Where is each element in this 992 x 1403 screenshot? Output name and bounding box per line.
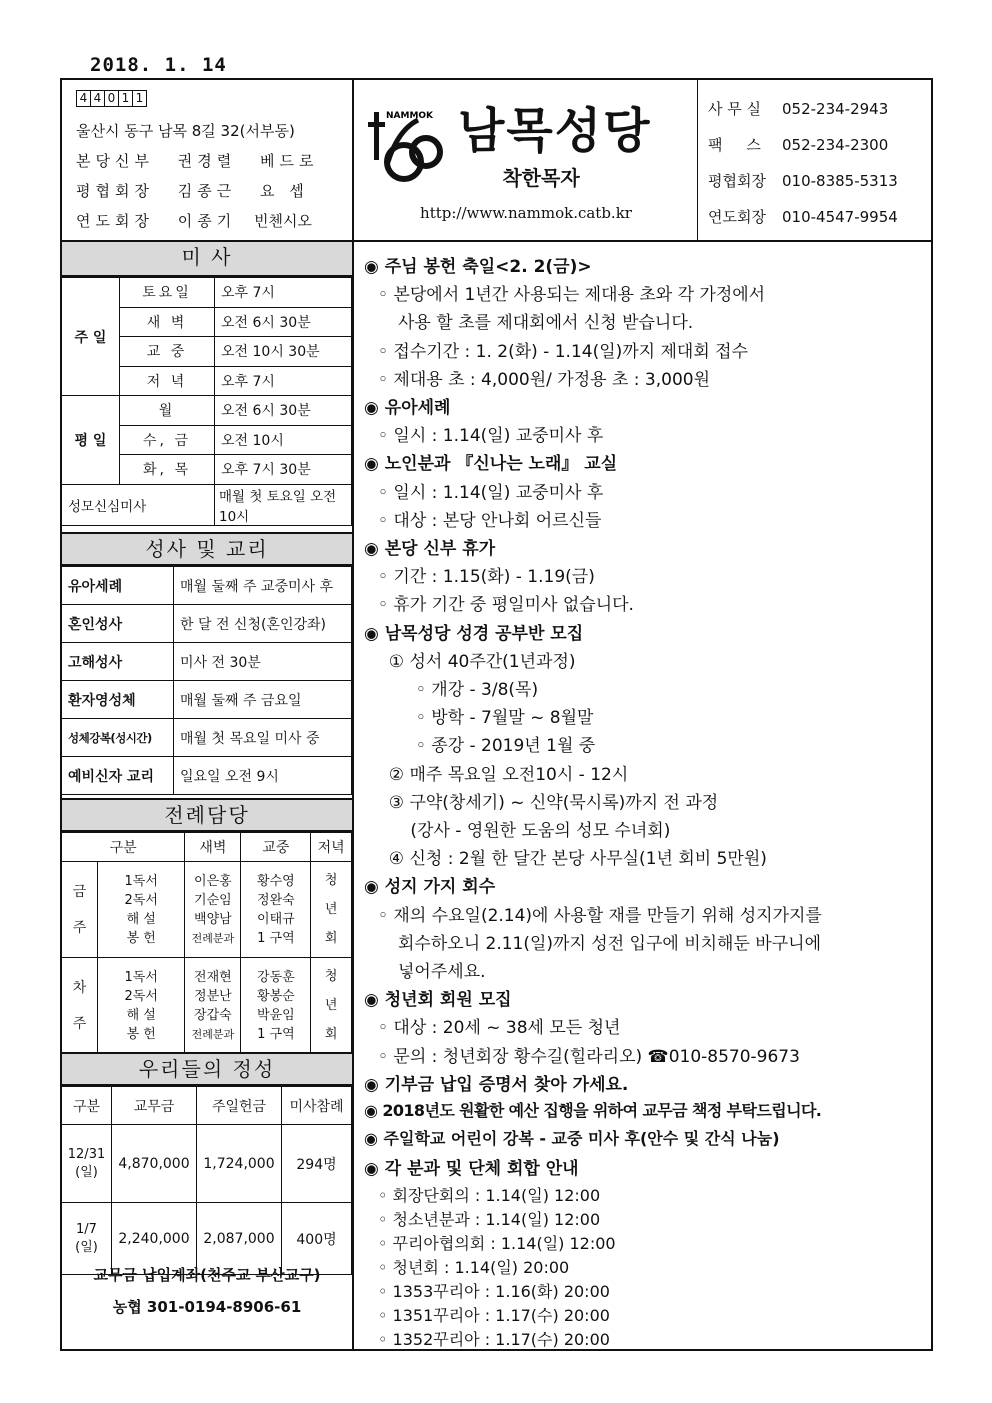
liturgy-title: 전례담당 (62, 798, 352, 832)
contact-label: 연도회장 (708, 208, 766, 226)
parish-info (62, 80, 354, 240)
mass-label: 성모신심미사 (62, 484, 215, 525)
staff-role: 본당신부 (76, 152, 154, 170)
masthead (354, 80, 698, 240)
column-header: 주일헌금 (197, 1087, 282, 1125)
column-header: 구분 (62, 833, 185, 862)
address: 울산시 동구 남목 8길 32(서부동) (76, 122, 295, 140)
sacraments-title: 성사 및 교리 (62, 532, 352, 566)
column-header: 교무금 (112, 1087, 197, 1125)
bulletin-date: 2018. 1. 14 (90, 54, 227, 76)
mass-time: 오전 6시 30분 (215, 307, 352, 337)
notice-heading: ◉ 각 분과 및 단체 회합 안내 (364, 1159, 579, 1180)
notice-line: 넣어주세요. (398, 962, 486, 982)
notice-heading: ◉ 남목성당 성경 공부반 모집 (364, 623, 584, 644)
notice-heading: ◉ 주일학교 어린이 강복 - 교중 미사 후(안수 및 간식 나눔) (364, 1129, 780, 1149)
church-name: 남목성당 (458, 103, 652, 159)
notice-heading: ◉ 기부금 납입 증명서 찾아 가세요. (364, 1074, 629, 1095)
sacrament-name: 성체강복(성시간) (62, 719, 174, 757)
offerings-title: 우리들의 정성 (62, 1052, 352, 1086)
notice-line: ◦ 종강 - 2019년 1월 중 (378, 736, 596, 757)
evening-servers: 청 년 회 (311, 862, 352, 958)
mass-title: 미 사 (62, 242, 352, 277)
table-row (62, 1125, 352, 1203)
mass-time: 오후 7시 (215, 278, 352, 308)
sacrament-value: 매월 첫 목요일 미사 중 (174, 719, 352, 757)
mass-time: 오전 10시 30분 (215, 337, 352, 367)
liturgy-roles: 1독서 2독서 해 설 봉 헌 (98, 958, 185, 1054)
notice-line: ◦ 청소년분과 : 1.14(일) 12:00 (378, 1209, 601, 1229)
column-header: 교중 (241, 833, 311, 862)
motto: 착한목자 (502, 166, 580, 190)
staff-baptismal: 빈첸시오 (254, 212, 312, 230)
notice-line: 회수하오니 2.11(일)까지 성전 입구에 비치해둔 바구니에 (398, 933, 821, 954)
notice-line: ① 성서 40주간(1년과정) (378, 651, 576, 672)
sacrament-name: 유아세례 (62, 567, 174, 605)
zip-digit: 1 (132, 90, 147, 107)
left-column (62, 242, 354, 1351)
dawn-servers: 전재현 정분난 장갑숙 전례분과 (185, 958, 241, 1054)
column-header: 구분 (62, 1087, 112, 1125)
main-servers: 강동훈 황봉순 박윤임 1 구역 (241, 958, 311, 1054)
notice-line: ◦ 청년회 : 1.14(일) 20:00 (378, 1257, 570, 1277)
staff-baptismal: 베드로 (260, 152, 319, 170)
column-header: 새벽 (185, 833, 241, 862)
contact-office (708, 98, 888, 119)
sacrament-value: 미사 전 30분 (174, 643, 352, 681)
offering-attendance: 294명 (282, 1125, 352, 1203)
mass-time: 오후 7시 30분 (215, 455, 352, 485)
week-label: 금 주 (62, 862, 98, 958)
notice-line: ③ 구약(창세기) ~ 신약(묵시록)까지 전 과정 (378, 792, 719, 813)
notice-line: ◦ 접수기간 : 1. 2(화) - 1.14(일)까지 제대회 접수 (378, 341, 749, 362)
notice-line: ◦ 회장단회의 : 1.14(일) 12:00 (378, 1185, 601, 1205)
offering-dues: 2,240,000 (112, 1203, 197, 1275)
contact-number: 010-8385-5313 (782, 172, 898, 190)
table-row (62, 757, 352, 795)
mass-label: 새 벽 (120, 307, 215, 337)
sacrament-value: 한 달 전 신청(혼인강좌) (174, 605, 352, 643)
bulletin-frame (60, 78, 933, 1351)
offering-attendance: 400명 (282, 1203, 352, 1275)
sacrament-value: 일요일 오전 9시 (174, 757, 352, 795)
offering-dues: 4,870,000 (112, 1125, 197, 1203)
table-row (62, 278, 352, 308)
account-title: 교무금 납입계좌(천주교 부산교구) (93, 1266, 321, 1284)
evening-servers: 청 년 회 (311, 958, 352, 1054)
notice-heading: ◉ 주님 봉헌 축일<2. 2(금)> (364, 257, 592, 277)
table-row (62, 567, 352, 605)
mass-label: 교 중 (120, 337, 215, 367)
week-label: 차 주 (62, 958, 98, 1054)
mass-time: 오후 7시 (215, 366, 352, 396)
column-header: 저녁 (311, 833, 352, 862)
staff-council (76, 180, 309, 201)
offering-collection: 2,087,000 (197, 1203, 282, 1275)
notice-heading: ◉ 청년회 회원 모집 (364, 990, 512, 1011)
mass-time: 오전 10시 (215, 425, 352, 455)
zip-code (76, 90, 146, 107)
table-row (62, 484, 352, 525)
mass-label: 수, 금 (120, 425, 215, 455)
notice-heading: ◉ 본당 신부 휴가 (364, 539, 496, 559)
notice-line: ◦ 제대용 초 : 4,000원/ 가정용 초 : 3,000원 (378, 369, 710, 390)
offering-date: 12/31 (일) (62, 1125, 112, 1203)
notice-line: ◦ 대상 : 20세 ~ 38세 모든 청년 (378, 1018, 621, 1039)
website-url[interactable]: http://www.nammok.catb.kr (420, 204, 632, 222)
table-row (62, 719, 352, 757)
mass-label: 화, 목 (120, 455, 215, 485)
table-row (62, 681, 352, 719)
sacrament-value: 매월 둘째 주 금요일 (174, 681, 352, 719)
table-header-row (62, 833, 352, 862)
mass-label: 저 녁 (120, 366, 215, 396)
staff-baptismal: 요 셉 (260, 182, 309, 200)
contact-fax (708, 134, 888, 155)
notice-line: ◦ 문의 : 청년회장 황수길(힐라리오) ☎010-8570-9673 (378, 1046, 800, 1067)
mass-label: 월 (120, 396, 215, 426)
notice-line: ◦ 일시 : 1.14(일) 교중미사 후 (378, 482, 604, 503)
contact-label: 평협회장 (708, 172, 766, 190)
staff-role: 평협회장 (76, 182, 154, 200)
notice-line: ④ 신청 : 2월 한 달간 본당 사무실(1년 회비 5만원) (378, 849, 767, 870)
liturgy-roles: 1독서 2독서 해 설 봉 헌 (98, 862, 185, 958)
notice-line: ◦ 1353꾸리아 : 1.16(화) 20:00 (378, 1281, 610, 1301)
weekday-label: 평 일 (62, 396, 120, 485)
staff-name: 권경렬 (177, 152, 237, 170)
notice-line: ◦ 재의 수요일(2.14)에 사용할 재를 만들기 위해 성지가지를 (378, 905, 822, 926)
header (62, 80, 931, 242)
table-row (62, 862, 352, 958)
notice-line: (강사 - 영원한 도움의 성모 수녀회) (378, 821, 671, 841)
sacrament-name: 혼인성사 (62, 605, 174, 643)
staff-name: 이종기 (177, 212, 237, 230)
sacraments-table (61, 566, 352, 795)
offerings-table (61, 1086, 352, 1275)
table-row (62, 958, 352, 1054)
notice-line: ◦ 방학 - 7월말 ~ 8월말 (378, 708, 594, 729)
notice-line: ◦ 1351꾸리아 : 1.17(수) 20:00 (378, 1305, 610, 1325)
notice-line: 사용 할 초를 제대회에서 신청 받습니다. (398, 313, 694, 334)
notice-line: ◦ 개강 - 3/8(목) (378, 680, 539, 700)
contact-number: 052-234-2943 (782, 100, 889, 118)
zip-digit: 1 (118, 90, 133, 107)
zip-digit: 0 (104, 90, 119, 107)
account-number: 농협 301-0194-8906-61 (112, 1298, 302, 1316)
notice-line: ◦ 일시 : 1.14(일) 교중미사 후 (378, 426, 604, 447)
zip-digit: 4 (76, 90, 91, 107)
main-servers: 황수영 정완숙 이태규 1 구역 (241, 862, 311, 958)
mass-label: 토요일 (120, 278, 215, 308)
mass-time: 매월 첫 토요일 오전 10시 (215, 484, 352, 525)
notice-line: ◦ 휴가 기간 중 평일미사 없습니다. (378, 595, 634, 616)
table-row (62, 396, 352, 426)
offering-date: 1/7 (일) (62, 1203, 112, 1275)
staff-yeondo (76, 210, 312, 231)
notices-column (354, 242, 931, 1351)
staff-pastor (76, 150, 319, 171)
mass-time: 오전 6시 30분 (215, 396, 352, 426)
contact-number: 010-4547-9954 (782, 208, 898, 226)
zip-digit: 4 (90, 90, 105, 107)
notice-heading: ◉ 노인분과 『신나는 노래』 교실 (364, 454, 618, 475)
notice-line: ◦ 기간 : 1.15(화) - 1.19(금) (378, 567, 595, 588)
notice-line: ◦ 대상 : 본당 안나회 어르신들 (378, 510, 602, 531)
liturgy-table (61, 832, 352, 1054)
offering-collection: 1,724,000 (197, 1125, 282, 1203)
notice-heading: ◉ 2018년도 원활한 예산 집행을 위하여 교무금 책정 부탁드립니다. (364, 1101, 822, 1120)
notice-line: ② 매주 목요일 오전10시 - 12시 (378, 764, 629, 785)
staff-role: 연도회장 (76, 212, 154, 230)
sunday-label: 주 일 (62, 278, 120, 396)
sacrament-name: 고해성사 (62, 643, 174, 681)
logo-text: NAMMOK (386, 111, 434, 121)
contact-yeondo (708, 206, 898, 227)
table-header-row (62, 1087, 352, 1125)
notice-line: ◦ 본당에서 1년간 사용되는 제대용 초와 각 가정에서 (378, 285, 766, 306)
notice-heading: ◉ 성지 가지 회수 (364, 877, 496, 898)
column-header: 미사참례 (282, 1087, 352, 1125)
dawn-servers: 이은홍 기순임 백양남 전례분과 (185, 862, 241, 958)
table-row (62, 605, 352, 643)
notice-heading: ◉ 유아세례 (364, 398, 451, 418)
contact-label: 사 무 실 (708, 100, 762, 118)
contact-council (708, 170, 898, 191)
contact-number: 052-234-2300 (782, 136, 889, 154)
notice-line: ◦ 꾸리아협의회 : 1.14(일) 12:00 (378, 1233, 616, 1253)
table-row (62, 643, 352, 681)
notice-line: ◦ 1352꾸리아 : 1.17(수) 20:00 (378, 1329, 610, 1349)
sacrament-name: 환자영성체 (62, 681, 174, 719)
contact-label: 팩 스 (708, 136, 761, 154)
sacrament-value: 매월 둘째 주 교중미사 후 (174, 567, 352, 605)
staff-name: 김종근 (177, 182, 237, 200)
contacts (698, 80, 931, 240)
mass-schedule-table (61, 277, 352, 526)
sacrament-name: 예비신자 교리 (62, 757, 174, 795)
